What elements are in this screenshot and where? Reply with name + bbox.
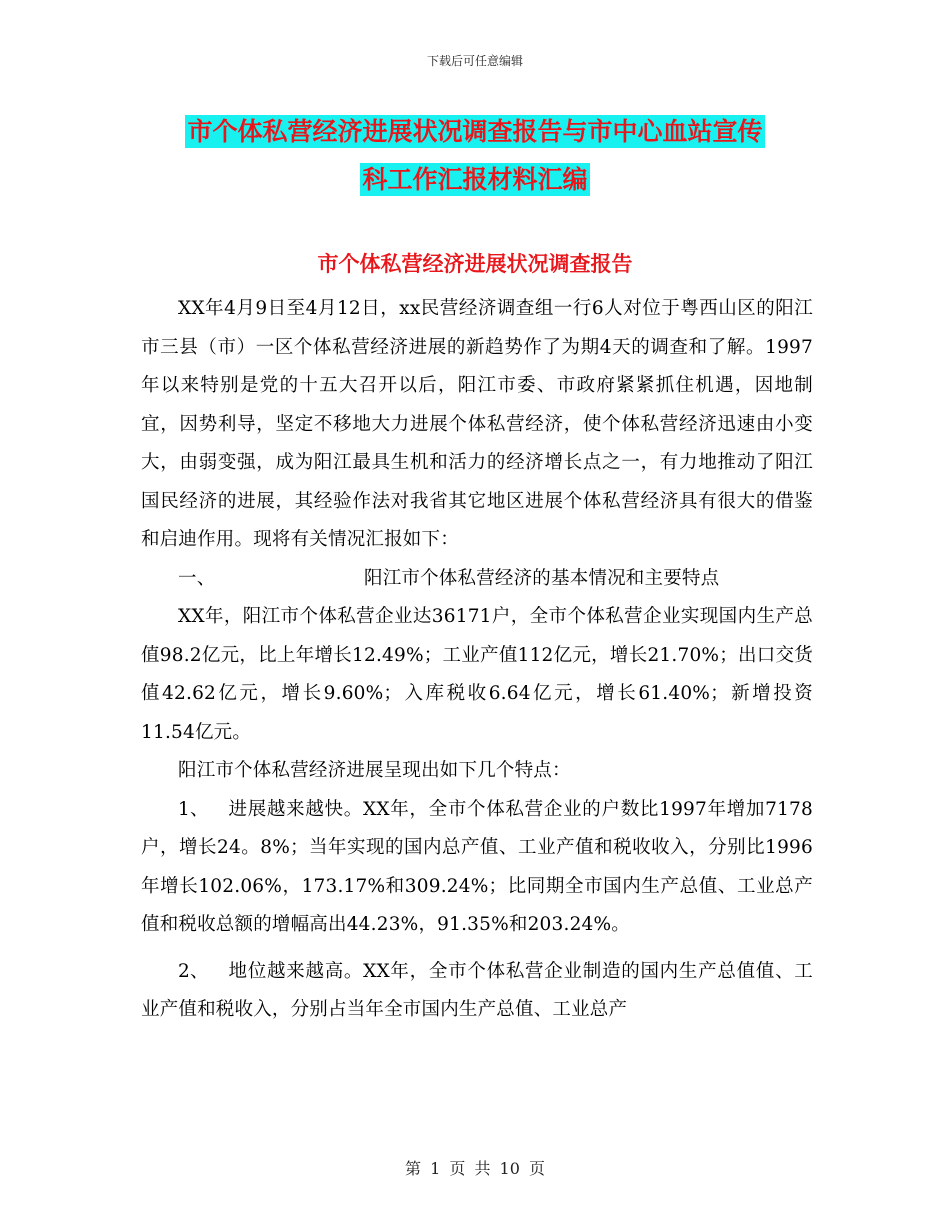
page-footer: 第 1 页 共 10 页 xyxy=(405,1159,545,1178)
heading-one-number: 一、 xyxy=(178,567,216,589)
document-body xyxy=(141,290,813,1030)
document-title-line-1 xyxy=(0,108,950,156)
header-note: 下载后可任意编辑 xyxy=(426,54,523,68)
paragraph-features-intro: 阳江市个体私营经济进展呈现出如下几个特点： xyxy=(178,760,571,781)
heading-one xyxy=(141,560,813,599)
document-title-line-2 xyxy=(0,156,950,204)
section-title: 市个体私营经济进展状况调查报告 xyxy=(317,251,633,276)
document-title xyxy=(0,108,950,204)
list-item-1-text: 进展越来越快。XX年，全市个体私营企业的户数比1997年增加7178户，增长24。8%；当年实现的国内总产值、工业产值和税收收入，分别比1996年增长102.06%，173.17%和309.24%；比同期全市国内生产总值、工业总产值和税收总额的增幅高出44.23%，91.35%和203.24%。 xyxy=(141,798,813,935)
list-item-1 xyxy=(141,791,813,945)
list-item-1-number: 1、 xyxy=(178,798,209,820)
heading-one-text: 阳江市个体私营经济的基本情况和主要特点 xyxy=(364,567,720,589)
list-item-2-number: 2、 xyxy=(178,960,209,982)
title-highlight-1: 市个体私营经济进展状况调查报告与市中心血站宣传 xyxy=(187,117,763,146)
title-highlight-2: 科工作汇报材料汇编 xyxy=(362,165,588,194)
list-item-2 xyxy=(141,953,813,1030)
paragraph-intro: XX年4月9日至4月12日，xx民营经济调查组一行6人对位于粤西山区的阳江市三县（市）一区个体私营经济进展的新趋势作了为期4天的调查和了解。1997年以来特别是党的十五大召开以后，阳江市委、市政府紧紧抓住机遇，因地制宜，因势利导，坚定不移地大力进展个体私营经济，使个体私营经济迅速由小变大，由弱变强，成为阳江最具生机和活力的经济增长点之一，有力地推动了阳江国民经济的进展，其经验作法对我省其它地区进展个体私营经济具有很大的借鉴和启迪作用。现将有关情况汇报如下： xyxy=(141,298,813,550)
paragraph-statistics: XX年，阳江市个体私营企业达36171户，全市个体私营企业实现国内生产总值98.2亿元，比上年增长12.49%；工业产值112亿元，增长21.70%；出口交货值42.62亿元，增长9.60%；入库税收6.64亿元，增长61.40%；新增投资11.54亿元。 xyxy=(141,606,813,743)
list-item-2-text: 地位越来越高。XX年，全市个体私营企业制造的国内生产总值值、工业产值和税收入，分别占当年全市国内生产总值、工业总产 xyxy=(141,960,813,1020)
